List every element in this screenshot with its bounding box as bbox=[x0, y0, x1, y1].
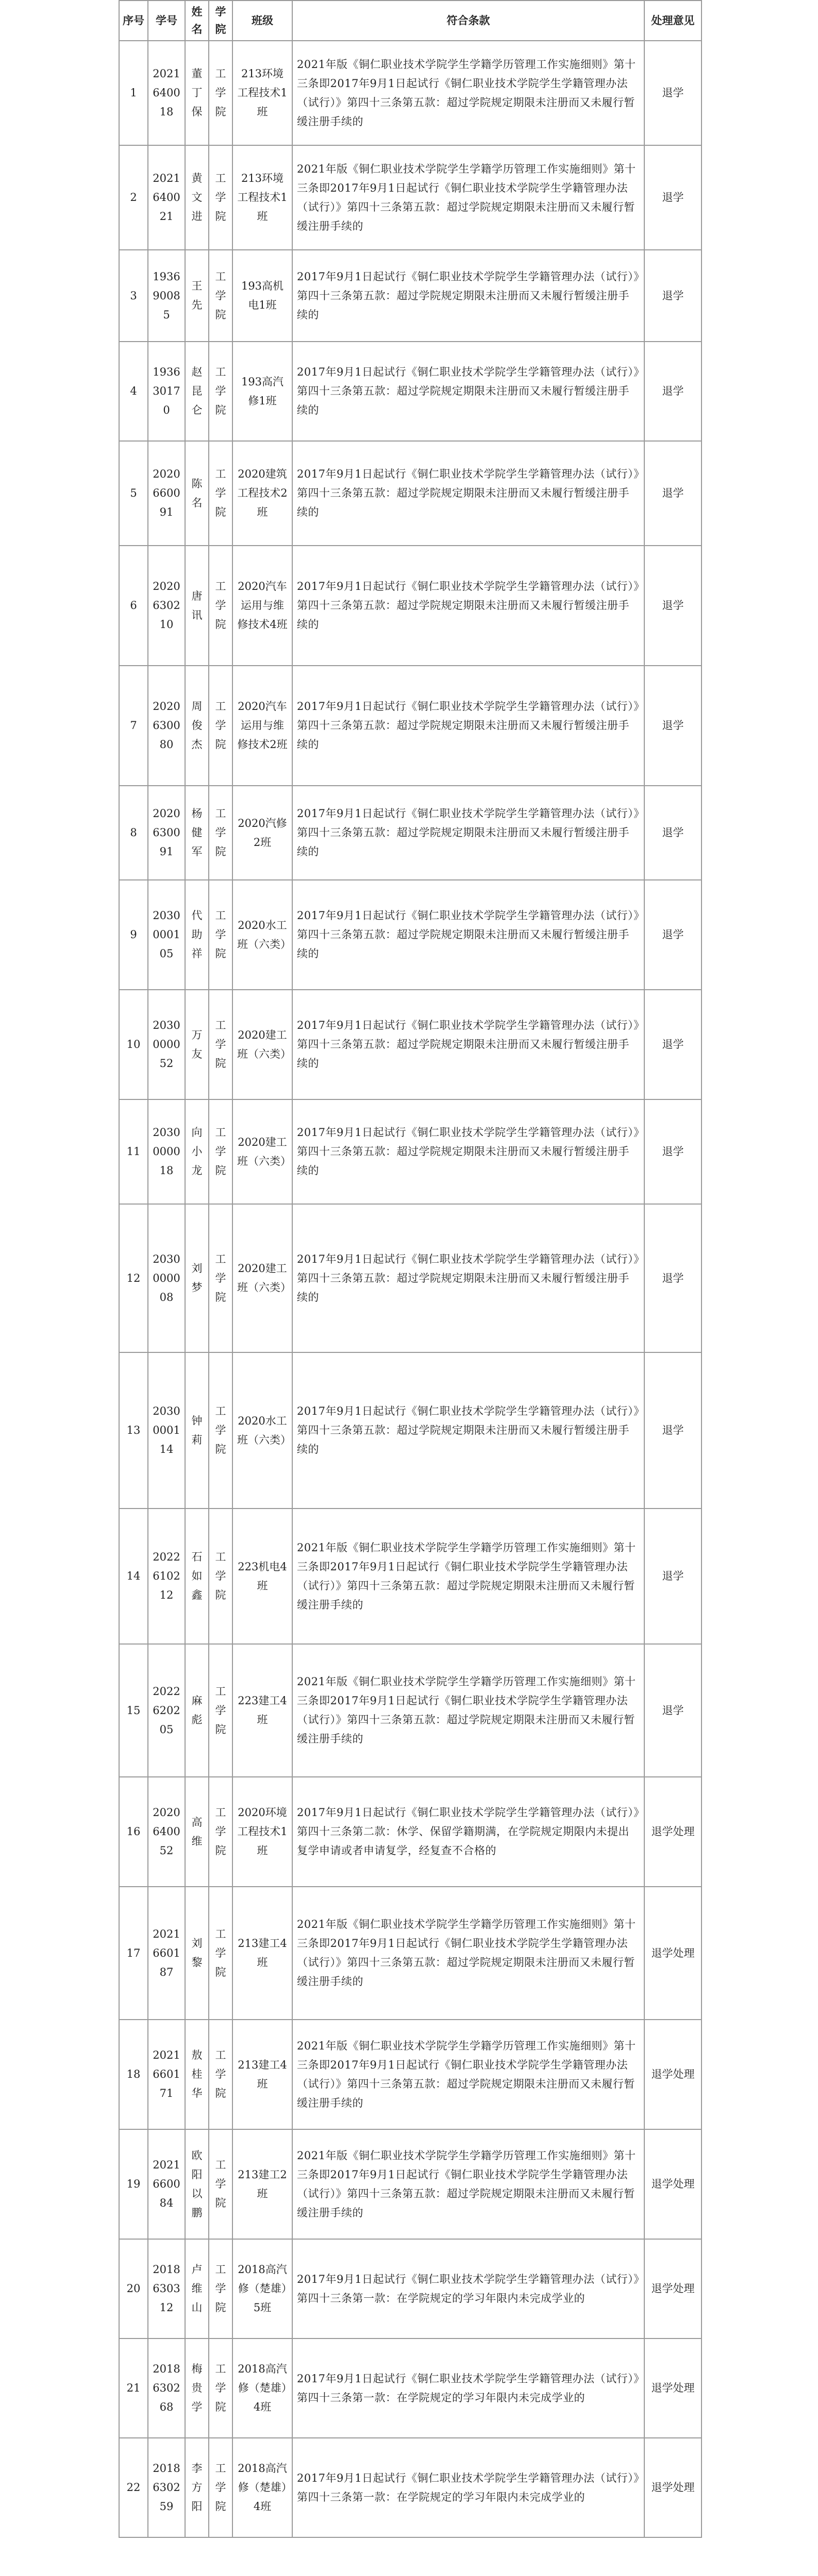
class-name: 213环境工程技术1班 bbox=[232, 145, 292, 250]
clause-text: 2017年9月1日起试行《铜仁职业技术学院学生学籍管理办法（试行）》第四十三条第五款：超过学院规定期限未注册而又未履行暂缓注册手续的 bbox=[292, 1352, 644, 1509]
student-name: 向小龙 bbox=[185, 1099, 209, 1204]
student-id: 2020630091 bbox=[148, 786, 185, 880]
table-row bbox=[119, 2020, 702, 2129]
row-number: 18 bbox=[119, 2020, 148, 2129]
table-row bbox=[119, 990, 702, 1099]
row-number: 3 bbox=[119, 250, 148, 342]
college-name: 工学院 bbox=[209, 1644, 232, 1777]
student-name: 董丁保 bbox=[185, 41, 209, 145]
college-name: 工学院 bbox=[209, 342, 232, 441]
student-id: 193630170 bbox=[148, 342, 185, 441]
table-row bbox=[119, 880, 702, 990]
table-row bbox=[119, 441, 702, 546]
college-name: 工学院 bbox=[209, 2239, 232, 2338]
college-name: 工学院 bbox=[209, 546, 232, 666]
table-row bbox=[119, 2239, 702, 2338]
action-text: 退学处理 bbox=[644, 2239, 702, 2338]
student-name: 敖桂华 bbox=[185, 2020, 209, 2129]
college-name: 工学院 bbox=[209, 1204, 232, 1352]
row-number: 7 bbox=[119, 666, 148, 786]
table-row bbox=[119, 1644, 702, 1777]
table-body bbox=[119, 41, 702, 2537]
row-number: 10 bbox=[119, 990, 148, 1099]
student-name: 王先 bbox=[185, 250, 209, 342]
class-name: 2020汽车运用与维修技术4班 bbox=[232, 546, 292, 666]
student-name: 杨健军 bbox=[185, 786, 209, 880]
table-row bbox=[119, 342, 702, 441]
row-number: 11 bbox=[119, 1099, 148, 1204]
clause-text: 2017年9月1日起试行《铜仁职业技术学院学生学籍管理办法（试行）》第四十三条第五款：超过学院规定期限未注册而又未履行暂缓注册手续的 bbox=[292, 990, 644, 1099]
student-name: 欧阳以鹏 bbox=[185, 2129, 209, 2239]
student-name: 卢维山 bbox=[185, 2239, 209, 2338]
clause-text: 2021年版《铜仁职业技术学院学生学籍学历管理工作实施细则》第十三条即2017年9月1日起试行《铜仁职业技术学院学生学籍管理办法（试行）》第四十三条第五款：超过学院规定期限未注册而又未履行暂缓注册手续的 bbox=[292, 2020, 644, 2129]
class-name: 213建工4班 bbox=[232, 1887, 292, 2020]
row-number: 17 bbox=[119, 1887, 148, 2020]
table-row bbox=[119, 1887, 702, 2020]
action-text: 退学 bbox=[644, 441, 702, 546]
row-number: 16 bbox=[119, 1777, 148, 1887]
table-row bbox=[119, 1204, 702, 1352]
college-name: 工学院 bbox=[209, 1099, 232, 1204]
student-name: 李方阳 bbox=[185, 2438, 209, 2537]
row-number: 2 bbox=[119, 145, 148, 250]
class-name: 2020环境工程技术1班 bbox=[232, 1777, 292, 1887]
row-number: 4 bbox=[119, 342, 148, 441]
student-id: 2030000018 bbox=[148, 1099, 185, 1204]
class-name: 223建工4班 bbox=[232, 1644, 292, 1777]
college-name: 工学院 bbox=[209, 250, 232, 342]
clause-text: 2021年版《铜仁职业技术学院学生学籍学历管理工作实施细则》第十三条即2017年9月1日起试行《铜仁职业技术学院学生学籍管理办法（试行）》第四十三条第五款：超过学院规定期限未注册而又未履行暂缓注册手续的 bbox=[292, 2129, 644, 2239]
class-name: 213建工4班 bbox=[232, 2020, 292, 2129]
student-name: 刘梦 bbox=[185, 1204, 209, 1352]
table-row bbox=[119, 145, 702, 250]
clause-text: 2017年9月1日起试行《铜仁职业技术学院学生学籍管理办法（试行）》第四十三条第五款：超过学院规定期限未注册而又未履行暂缓注册手续的 bbox=[292, 1099, 644, 1204]
student-id: 2021640021 bbox=[148, 145, 185, 250]
class-name: 213环境工程技术1班 bbox=[232, 41, 292, 145]
table-row bbox=[119, 2129, 702, 2239]
row-number: 12 bbox=[119, 1204, 148, 1352]
class-name: 2020水工班（六类） bbox=[232, 1352, 292, 1509]
student-id: 2020640052 bbox=[148, 1777, 185, 1887]
student-id: 2020630210 bbox=[148, 546, 185, 666]
header-no: 序号 bbox=[119, 1, 148, 41]
student-id: 2020630080 bbox=[148, 666, 185, 786]
college-name: 工学院 bbox=[209, 666, 232, 786]
action-text: 退学处理 bbox=[644, 2129, 702, 2239]
student-id: 2021660171 bbox=[148, 2020, 185, 2129]
clause-text: 2021年版《铜仁职业技术学院学生学籍学历管理工作实施细则》第十三条即2017年9月1日起试行《铜仁职业技术学院学生学籍管理办法（试行）》第四十三条第五款：超过学院规定期限未注册而又未履行暂缓注册手续的 bbox=[292, 41, 644, 145]
table-row bbox=[119, 2438, 702, 2537]
clause-text: 2017年9月1日起试行《铜仁职业技术学院学生学籍管理办法（试行）》第四十三条第五款：超过学院规定期限未注册而又未履行暂缓注册手续的 bbox=[292, 546, 644, 666]
row-number: 14 bbox=[119, 1509, 148, 1644]
college-name: 工学院 bbox=[209, 2438, 232, 2537]
row-number: 1 bbox=[119, 41, 148, 145]
clause-text: 2021年版《铜仁职业技术学院学生学籍学历管理工作实施细则》第十三条即2017年9月1日起试行《铜仁职业技术学院学生学籍管理办法（试行）》第四十三条第五款：超过学院规定期限未注册而又未履行暂缓注册手续的 bbox=[292, 1887, 644, 2020]
header-college: 学院 bbox=[209, 1, 232, 41]
clause-text: 2017年9月1日起试行《铜仁职业技术学院学生学籍管理办法（试行）》第四十三条第五款：超过学院规定期限未注册而又未履行暂缓注册手续的 bbox=[292, 786, 644, 880]
row-number: 19 bbox=[119, 2129, 148, 2239]
student-name: 刘黎 bbox=[185, 1887, 209, 2020]
college-name: 工学院 bbox=[209, 1352, 232, 1509]
table-row bbox=[119, 2338, 702, 2438]
class-name: 2020建筑工程技术2班 bbox=[232, 441, 292, 546]
class-name: 2018高汽修（楚雄）4班 bbox=[232, 2438, 292, 2537]
college-name: 工学院 bbox=[209, 786, 232, 880]
row-number: 5 bbox=[119, 441, 148, 546]
student-name: 麻彪 bbox=[185, 1644, 209, 1777]
clause-text: 2017年9月1日起试行《铜仁职业技术学院学生学籍管理办法（试行）》第四十三条第一款：在学院规定的学习年限内未完成学业的 bbox=[292, 2338, 644, 2438]
class-name: 223机电4班 bbox=[232, 1509, 292, 1644]
header-name: 姓名 bbox=[185, 1, 209, 41]
action-text: 退学 bbox=[644, 546, 702, 666]
student-name: 万友 bbox=[185, 990, 209, 1099]
action-text: 退学 bbox=[644, 250, 702, 342]
clause-text: 2017年9月1日起试行《铜仁职业技术学院学生学籍管理办法（试行）》第四十三条第五款：超过学院规定期限未注册而又未履行暂缓注册手续的 bbox=[292, 441, 644, 546]
action-text: 退学处理 bbox=[644, 2438, 702, 2537]
class-name: 2018高汽修（楚雄）5班 bbox=[232, 2239, 292, 2338]
class-name: 213建工2班 bbox=[232, 2129, 292, 2239]
action-text: 退学 bbox=[644, 1352, 702, 1509]
student-id: 2020660091 bbox=[148, 441, 185, 546]
action-text: 退学 bbox=[644, 786, 702, 880]
row-number: 21 bbox=[119, 2338, 148, 2438]
student-id: 2030000052 bbox=[148, 990, 185, 1099]
clause-text: 2017年9月1日起试行《铜仁职业技术学院学生学籍管理办法（试行）》第四十三条第五款：超过学院规定期限未注册而又未履行暂缓注册手续的 bbox=[292, 342, 644, 441]
college-name: 工学院 bbox=[209, 990, 232, 1099]
class-name: 2020水工班（六类） bbox=[232, 880, 292, 990]
table-row bbox=[119, 546, 702, 666]
clause-text: 2021年版《铜仁职业技术学院学生学籍学历管理工作实施细则》第十三条即2017年9月1日起试行《铜仁职业技术学院学生学籍管理办法（试行）》第四十三条第五款：超过学院规定期限未注册而又未履行暂缓注册手续的 bbox=[292, 1509, 644, 1644]
student-name: 唐讯 bbox=[185, 546, 209, 666]
student-id: 2021640018 bbox=[148, 41, 185, 145]
clause-text: 2017年9月1日起试行《铜仁职业技术学院学生学籍管理办法（试行）》第四十三条第一款：在学院规定的学习年限内未完成学业的 bbox=[292, 2239, 644, 2338]
table-row bbox=[119, 250, 702, 342]
row-number: 13 bbox=[119, 1352, 148, 1509]
student-id: 2030000114 bbox=[148, 1352, 185, 1509]
row-number: 15 bbox=[119, 1644, 148, 1777]
clause-text: 2017年9月1日起试行《铜仁职业技术学院学生学籍管理办法（试行）》第四十三条第二款：休学、保留学籍期满，在学院规定期限内未提出复学申请或者申请复学，经复查不合格的 bbox=[292, 1777, 644, 1887]
college-name: 工学院 bbox=[209, 441, 232, 546]
table-row bbox=[119, 1352, 702, 1509]
action-text: 退学 bbox=[644, 990, 702, 1099]
student-name: 黄文进 bbox=[185, 145, 209, 250]
student-name: 石如鑫 bbox=[185, 1509, 209, 1644]
class-name: 2020汽修2班 bbox=[232, 786, 292, 880]
student-id: 2021660084 bbox=[148, 2129, 185, 2239]
table-header-row bbox=[119, 1, 702, 41]
table-row bbox=[119, 666, 702, 786]
student-id: 2018630259 bbox=[148, 2438, 185, 2537]
class-name: 2020建工班（六类） bbox=[232, 1204, 292, 1352]
student-id: 2022610212 bbox=[148, 1509, 185, 1644]
action-text: 退学处理 bbox=[644, 2020, 702, 2129]
clause-text: 2017年9月1日起试行《铜仁职业技术学院学生学籍管理办法（试行）》第四十三条第五款：超过学院规定期限未注册而又未履行暂缓注册手续的 bbox=[292, 250, 644, 342]
header-student-id: 学号 bbox=[148, 1, 185, 41]
student-id: 2018630312 bbox=[148, 2239, 185, 2338]
class-name: 193高汽修1班 bbox=[232, 342, 292, 441]
student-name: 高维 bbox=[185, 1777, 209, 1887]
student-id: 2018630268 bbox=[148, 2338, 185, 2438]
action-text: 退学 bbox=[644, 342, 702, 441]
college-name: 工学院 bbox=[209, 1887, 232, 2020]
clause-text: 2017年9月1日起试行《铜仁职业技术学院学生学籍管理办法（试行）》第四十三条第五款：超过学院规定期限未注册而又未履行暂缓注册手续的 bbox=[292, 880, 644, 990]
student-id: 2022620205 bbox=[148, 1644, 185, 1777]
college-name: 工学院 bbox=[209, 145, 232, 250]
college-name: 工学院 bbox=[209, 2020, 232, 2129]
clause-text: 2021年版《铜仁职业技术学院学生学籍学历管理工作实施细则》第十三条即2017年9月1日起试行《铜仁职业技术学院学生学籍管理办法（试行）》第四十三条第五款：超过学院规定期限未注册而又未履行暂缓注册手续的 bbox=[292, 1644, 644, 1777]
dropout-roster-table bbox=[119, 0, 702, 2538]
college-name: 工学院 bbox=[209, 41, 232, 145]
header-clause: 符合条款 bbox=[292, 1, 644, 41]
header-action: 处理意见 bbox=[644, 1, 702, 41]
action-text: 退学 bbox=[644, 1204, 702, 1352]
action-text: 退学处理 bbox=[644, 1887, 702, 2020]
action-text: 退学 bbox=[644, 1644, 702, 1777]
class-name: 2020建工班（六类） bbox=[232, 990, 292, 1099]
table-row bbox=[119, 1509, 702, 1644]
student-name: 代助祥 bbox=[185, 880, 209, 990]
action-text: 退学处理 bbox=[644, 2338, 702, 2438]
student-name: 陈名 bbox=[185, 441, 209, 546]
row-number: 20 bbox=[119, 2239, 148, 2338]
college-name: 工学院 bbox=[209, 1777, 232, 1887]
table-row bbox=[119, 41, 702, 145]
college-name: 工学院 bbox=[209, 1509, 232, 1644]
college-name: 工学院 bbox=[209, 2129, 232, 2239]
row-number: 6 bbox=[119, 546, 148, 666]
table-row bbox=[119, 786, 702, 880]
student-name: 周俊杰 bbox=[185, 666, 209, 786]
clause-text: 2021年版《铜仁职业技术学院学生学籍学历管理工作实施细则》第十三条即2017年9月1日起试行《铜仁职业技术学院学生学籍管理办法（试行）》第四十三条第五款：超过学院规定期限未注册而又未履行暂缓注册手续的 bbox=[292, 145, 644, 250]
action-text: 退学 bbox=[644, 1099, 702, 1204]
row-number: 9 bbox=[119, 880, 148, 990]
row-number: 8 bbox=[119, 786, 148, 880]
clause-text: 2017年9月1日起试行《铜仁职业技术学院学生学籍管理办法（试行）》第四十三条第五款：超过学院规定期限未注册而又未履行暂缓注册手续的 bbox=[292, 666, 644, 786]
action-text: 退学 bbox=[644, 1509, 702, 1644]
student-id: 193690085 bbox=[148, 250, 185, 342]
student-name: 钟莉 bbox=[185, 1352, 209, 1509]
class-name: 193高机电1班 bbox=[232, 250, 292, 342]
college-name: 工学院 bbox=[209, 2338, 232, 2438]
student-id: 2030000105 bbox=[148, 880, 185, 990]
action-text: 退学 bbox=[644, 41, 702, 145]
student-name: 梅贵学 bbox=[185, 2338, 209, 2438]
student-name: 赵昆仑 bbox=[185, 342, 209, 441]
action-text: 退学 bbox=[644, 880, 702, 990]
action-text: 退学 bbox=[644, 145, 702, 250]
header-class: 班级 bbox=[232, 1, 292, 41]
class-name: 2018高汽修（楚雄）4班 bbox=[232, 2338, 292, 2438]
clause-text: 2017年9月1日起试行《铜仁职业技术学院学生学籍管理办法（试行）》第四十三条第一款：在学院规定的学习年限内未完成学业的 bbox=[292, 2438, 644, 2537]
action-text: 退学 bbox=[644, 666, 702, 786]
clause-text: 2017年9月1日起试行《铜仁职业技术学院学生学籍管理办法（试行）》第四十三条第五款：超过学院规定期限未注册而又未履行暂缓注册手续的 bbox=[292, 1204, 644, 1352]
student-id: 2030000008 bbox=[148, 1204, 185, 1352]
table-row bbox=[119, 1099, 702, 1204]
student-id: 2021660187 bbox=[148, 1887, 185, 2020]
class-name: 2020建工班（六类） bbox=[232, 1099, 292, 1204]
class-name: 2020汽车运用与维修技术2班 bbox=[232, 666, 292, 786]
college-name: 工学院 bbox=[209, 880, 232, 990]
action-text: 退学处理 bbox=[644, 1777, 702, 1887]
table-row bbox=[119, 1777, 702, 1887]
row-number: 22 bbox=[119, 2438, 148, 2537]
